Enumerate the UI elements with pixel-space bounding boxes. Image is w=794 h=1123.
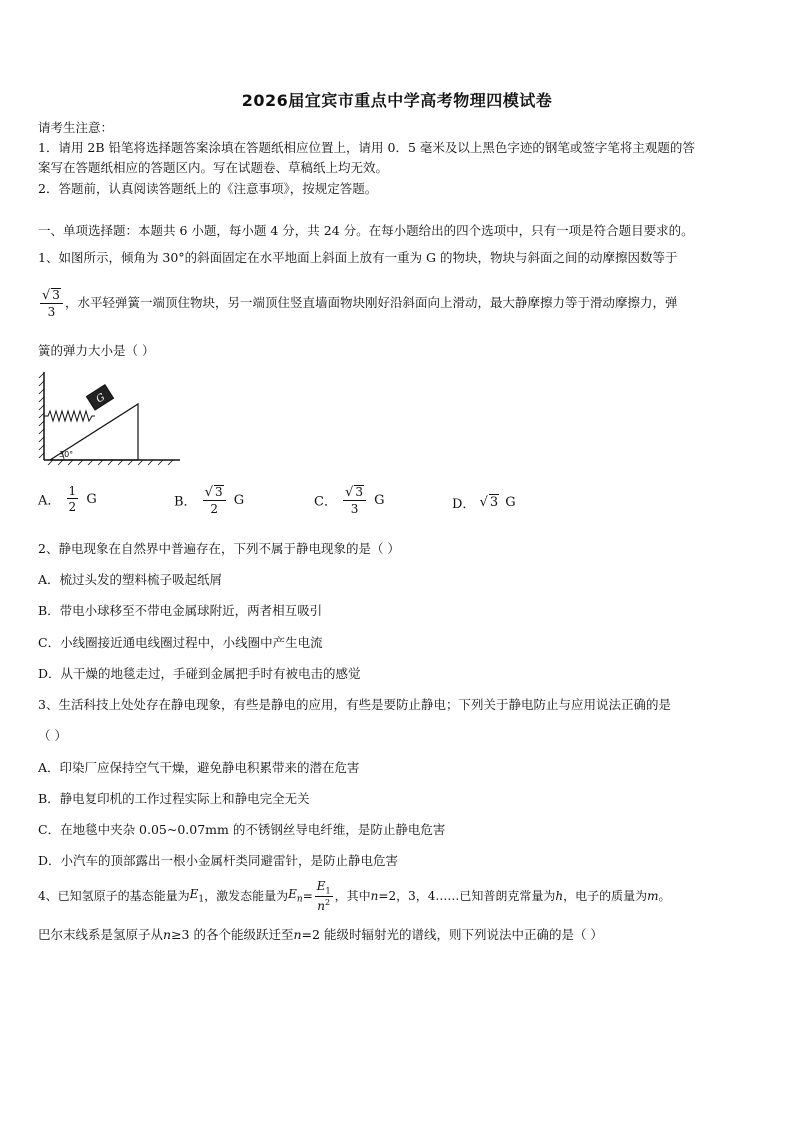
q2-option-c[interactable]: C．小线圈接近通电线圈过程中，小线圈中产生电流 <box>38 635 323 650</box>
q1-stem-line-2: $\frac{√ 3}{3}$ ，水平轻弹簧一端顶住物块，另一端顶住竖直墙面物块刚好沿斜面向上滑动，最大静摩擦力等于滑动摩擦力，弹 <box>42 288 678 319</box>
q1-stem-line-3: 簧的弹力大小是（ ） <box>38 343 155 358</box>
q3-stem-line-2: （ ） <box>38 728 67 743</box>
q2-stem: 2、静电现象在自然界中普遍存在，下列不属于静电现象的是（ ） <box>38 541 400 556</box>
spring <box>44 411 95 421</box>
q3-option-a[interactable]: A．印染厂应保持空气干燥，避免静电积累带来的潜在危害 <box>38 760 360 775</box>
angle-label: 30° <box>59 450 74 459</box>
svg-text:G: G <box>94 391 108 406</box>
q4-stem-line-1: 4、已知氢原子的基态能量为$E_1$，激发态能量为$E_n=$ $\frac{E_1}{n^2}$ ，其中n=2，3，4……已知普朗克常量为h，电子的质量为m。 <box>38 879 671 914</box>
q1-option-a[interactable]: A． $\frac{1}{2}$ G <box>38 484 97 514</box>
q2-option-d[interactable]: D．从干燥的地毯走过，手碰到金属把手时有被电击的感觉 <box>38 666 361 681</box>
q4-energy-fraction: $\frac{E_1}{n^2}$ <box>316 879 331 914</box>
q4-stem-line-2: 巴尔末线系是氢原子从n≥3 的各个能级跃迁至n=2 能级时辐射光的谱线，则下列说法中正确的是（ ） <box>38 927 603 942</box>
q3-option-b[interactable]: B．静电复印机的工作过程实际上和静电完全无关 <box>38 791 310 806</box>
q1-option-b[interactable]: B． $\frac{√ 3}{2}$ G <box>174 485 245 516</box>
block <box>86 385 113 410</box>
notice-heading: 请考生注意： <box>38 120 114 135</box>
q1-stem-line-1: 1、如图所示，倾角为 30°的斜面固定在水平地面上斜面上放有一重为 G 的物块，物块与斜面之间的动摩擦因数等于 <box>38 250 678 265</box>
q2-option-a[interactable]: A．梳过头发的塑料梳子吸起纸屑 <box>38 572 223 587</box>
q3-stem-line-1: 3、生活科技上处处存在静电现象，有些是静电的应用，有些是要防止静电；下列关于静电防止与应用说法正确的是 <box>38 697 671 712</box>
q1-friction-fraction: $\frac{√ 3}{3}$ <box>40 288 63 318</box>
page-title: 2026届宜宾市重点中学高考物理四模试卷 <box>241 91 553 110</box>
q3-option-c[interactable]: C．在地毯中夹杂 0.05~0.07mm 的不锈钢丝导电纤维，是防止静电危害 <box>38 822 446 837</box>
notice-item-1-line-1: 1．请用 2B 铅笔将选择题答案涂填在答题纸相应位置上，请用 0．5 毫米及以上黑色字迹的钢笔或签字笔将主观题的答 <box>38 140 695 155</box>
section-heading: 一、单项选择题：本题共 6 小题，每小题 4 分，共 24 分。在每小题给出的四个选项中，只有一项是符合题目要求的。 <box>38 223 694 238</box>
q1-option-d[interactable]: D． √ 3 G <box>452 495 516 512</box>
q1-option-c[interactable]: C． $\frac{√ 3}{3}$ G <box>314 485 385 516</box>
notice-item-2: 2．答题前，认真阅读答题纸上的《注意事项》，按规定答题。 <box>38 181 378 196</box>
incline-spring-figure <box>38 370 183 466</box>
notice-item-1-line-2: 案写在答题纸相应的答题区内。写在试题卷、草稿纸上均无效。 <box>38 160 389 175</box>
q3-option-d[interactable]: D．小汽车的顶部露出一根小金属杆类同避雷针，是防止静电危害 <box>38 853 399 868</box>
q1-options <box>38 485 758 525</box>
q2-option-b[interactable]: B．带电小球移至不带电金属球附近，两者相互吸引 <box>38 603 323 618</box>
